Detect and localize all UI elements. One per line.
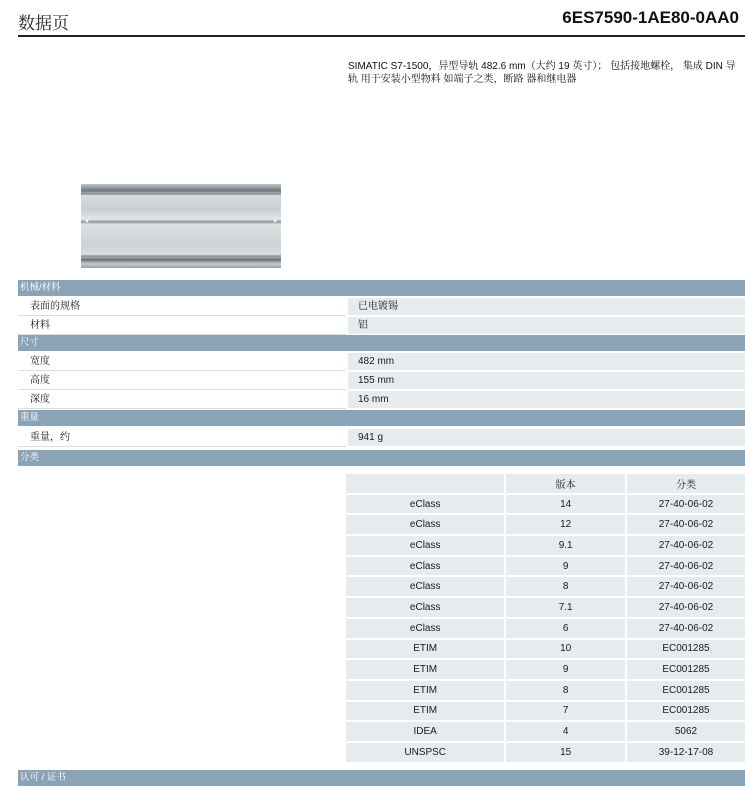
cell-version: 9.1 [504,536,625,555]
table-row [346,743,745,762]
cell-version: 14 [504,495,625,514]
spec-label: 重量，约 [30,432,70,443]
cell-class: 27-40-06-02 [625,495,745,514]
product-image-rail [81,184,281,268]
cell-version: 15 [504,743,625,762]
table-row [346,598,745,617]
spec-value: 16 mm [348,391,745,408]
cell-system: ETIM [346,640,504,659]
cell-version: 9 [504,557,625,576]
cell-system: eClass [346,619,504,638]
spec-value: 铝 [348,317,745,334]
spec-value: 482 mm [348,353,745,370]
cell-version: 12 [504,515,625,534]
cell-system: eClass [346,515,504,534]
cell-version: 9 [504,660,625,679]
spec-row [18,352,745,371]
spec-label: 表面的规格 [30,301,80,312]
cell-system: ETIM [346,702,504,721]
cell-version: 7 [504,702,625,721]
col-header-version: 版本 [504,474,625,493]
product-description: SIMATIC S7-1500，异型导轨 482.6 mm（大约 19 英寸）； 包括接地螺栓， 集成 DIN 导轨 用于安装小型物料 如端子之类，断路 器和继电器 [348,61,736,85]
product-code: 6ES7590-1AE80-0AA0 [562,8,739,27]
table-row [346,722,745,741]
cell-version: 6 [504,619,625,638]
cell-version: 8 [504,577,625,596]
cell-system: eClass [346,557,504,576]
cell-class: 39-12-17-08 [625,743,745,762]
table-row [346,619,745,638]
header-divider [18,35,745,37]
spec-label: 深度 [30,394,50,405]
cell-class: EC001285 [625,640,745,659]
cell-version: 8 [504,681,625,700]
section-approvals: 认可 / 证书 [18,770,745,786]
spec-row [18,371,745,390]
table-row [346,515,745,534]
cell-system: UNSPSC [346,743,504,762]
table-row [346,702,745,721]
spec-value: 已电镀锡 [348,298,745,315]
spec-row [18,428,745,447]
cell-version: 10 [504,640,625,659]
cell-system: eClass [346,495,504,514]
page-title: 数据页 [18,14,69,33]
section-classification: 分类 [18,450,745,466]
cell-class: EC001285 [625,681,745,700]
cell-class: 27-40-06-02 [625,577,745,596]
table-row [346,557,745,576]
cell-class: EC001285 [625,660,745,679]
cell-class: 27-40-06-02 [625,598,745,617]
col-header-system [346,474,504,493]
section-weight: 重量 [18,410,745,426]
table-header-row [346,474,745,493]
table-row [346,577,745,596]
section-dimensions: 尺寸 [18,335,745,351]
cell-class: 27-40-06-02 [625,515,745,534]
cell-system: IDEA [346,722,504,741]
cell-system: ETIM [346,681,504,700]
page-header [0,0,745,38]
cell-system: eClass [346,536,504,555]
spec-row [18,316,745,335]
cell-class: 27-40-06-02 [625,536,745,555]
cell-system: eClass [346,598,504,617]
spec-label: 高度 [30,375,50,386]
spec-value: 941 g [348,429,745,446]
cell-class: EC001285 [625,702,745,721]
spec-label: 材料 [30,320,50,331]
table-row [346,660,745,679]
cell-system: eClass [346,577,504,596]
section-mechanics: 机械/材料 [18,280,745,296]
spec-row [18,297,745,316]
cell-class: 27-40-06-02 [625,619,745,638]
cell-class: 5062 [625,722,745,741]
cell-system: ETIM [346,660,504,679]
table-row [346,681,745,700]
cell-class: 27-40-06-02 [625,557,745,576]
classification-table [346,472,745,764]
table-row [346,495,745,514]
spec-value: 155 mm [348,372,745,389]
table-row [346,536,745,555]
cell-version: 7.1 [504,598,625,617]
spec-label: 宽度 [30,356,50,367]
col-header-class: 分类 [625,474,745,493]
cell-version: 4 [504,722,625,741]
spec-row [18,390,745,409]
table-row [346,640,745,659]
